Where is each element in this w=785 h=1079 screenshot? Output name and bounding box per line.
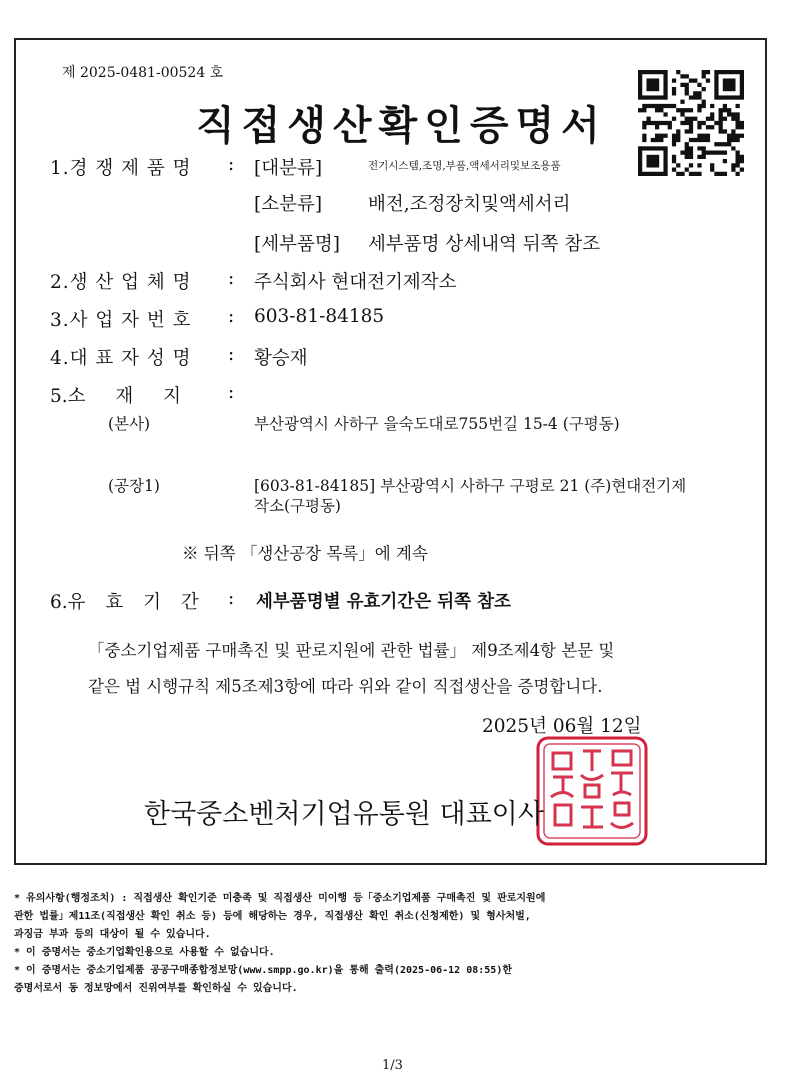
colon: : (228, 306, 235, 327)
address-label: 5.소 재 지 (50, 386, 182, 407)
notes-section (14, 890, 774, 998)
ceo-value: 황승재 (254, 348, 308, 369)
major-category-tag: [대분류] (254, 158, 323, 179)
certificate-title: 직접생산확인증명서 (196, 102, 607, 149)
colon: : (228, 344, 235, 365)
minor-category-value: 배전,조정장치및액세서리 (368, 194, 571, 215)
issue-date: 2025년 06월 12일 (482, 716, 642, 737)
major-category-value: 전기시스템,조명,부품,액세서리및보조용품 (368, 160, 561, 172)
hq-label: (본사) (108, 415, 151, 433)
page-number: 1/3 (382, 1058, 403, 1073)
factory-address-line2: 작소(구평동) (254, 497, 341, 515)
legal-text-line2: 같은 법 시행규칙 제5조제3항에 따라 위와 같이 직접생산을 증명합니다. (88, 677, 603, 696)
company-label: 2.생 산 업 체 명 (50, 272, 192, 293)
qr-code-icon (638, 70, 744, 176)
product-label: 1.경 쟁 제 품 명 (50, 158, 192, 179)
minor-category-tag: [소분류] (254, 194, 323, 215)
certificate-frame (14, 38, 767, 865)
colon: : (228, 268, 235, 289)
colon: : (228, 588, 235, 609)
note-line: * 유의사항(행정조치) : 직접생산 확인기준 미충족 및 직접생산 미이행 등「중소기업제품 구매촉진 및 판로지원에 (14, 893, 546, 904)
legal-text-line1: 「중소기업제품 구매촉진 및 판로지원에 관한 법률」 제9조제4항 본문 및 (88, 641, 615, 660)
colon: : (228, 382, 235, 403)
factory-address-line1: [603-81-84185] 부산광역시 사하구 구평로 21 (주)현대전기제 (254, 477, 687, 495)
validity-value: 세부품명별 유효기간은 뒤쪽 참조 (256, 592, 511, 612)
validity-label: 6.유 효 기 간 (50, 592, 199, 613)
ceo-label: 4.대 표 자 성 명 (50, 348, 192, 369)
hq-address: 부산광역시 사하구 을숙도대로755번길 15-4 (구평동) (254, 415, 620, 433)
continued-note: ※ 뒤쪽 「생산공장 목록」에 계속 (182, 544, 428, 563)
note-line: 증명서로서 동 정보망에서 진위여부를 확인하실 수 있습니다. (14, 983, 298, 994)
bizno-value: 603-81-84185 (254, 306, 385, 327)
detail-value: 세부품명 상세내역 뒤쪽 참조 (368, 234, 601, 255)
note-line: * 이 증명서는 중소기업제품 공공구매종합정보망(www.smpp.go.kr)을 통해 출력(2025-06-12 08:55)한 (14, 965, 513, 976)
issuer-name: 한국중소벤처기업유통원 대표이사 (144, 799, 544, 830)
company-value: 주식회사 현대전기제작소 (254, 272, 457, 293)
official-seal-stamp (535, 735, 649, 847)
note-line: * 이 증명서는 중소기업확인용으로 사용할 수 없습니다. (14, 947, 275, 958)
document-number: 제 2025-0481-00524 호 (62, 65, 224, 81)
colon: : (228, 154, 235, 175)
detail-tag: [세부품명] (254, 234, 340, 255)
bizno-label: 3.사 업 자 번 호 (50, 310, 192, 331)
factory-label: (공장1) (108, 477, 160, 495)
note-line: 관한 법률」제11조(직접생산 확인 취소 등) 등에 해당하는 경우, 직접생산 확인 취소(신청제한) 및 형사처벌, (14, 911, 531, 922)
note-line: 과징금 부과 등의 대상이 될 수 있습니다. (14, 929, 211, 940)
